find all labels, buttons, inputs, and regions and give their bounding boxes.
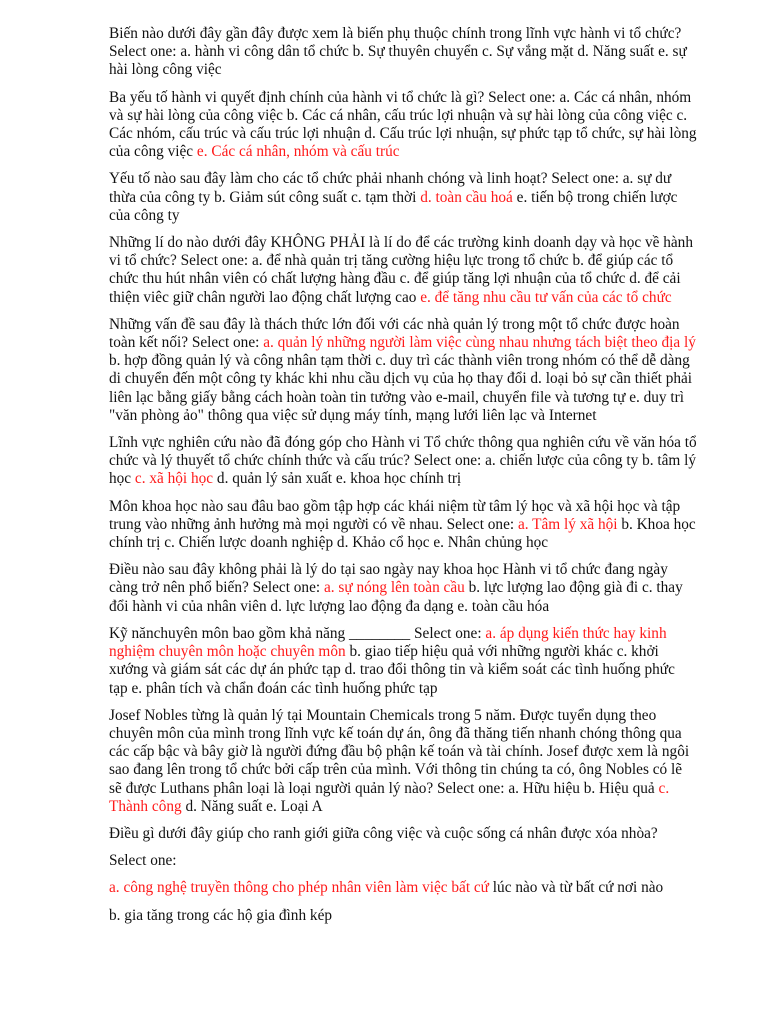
question-2 [109,89,697,162]
highlighted-answer: c. xã hội học [134,470,214,488]
question-text-after: d. Năng suất e. Loại A [181,797,323,815]
question-text: Điều nào sau đây không phải là lý do tại sao ngày nay khoa học Hành vi tổ chức đang ngày càng trở nên phổ biến? Select one: [109,561,668,597]
highlighted-answer: e. để tăng nhu cầu tư vấn của các tổ chức [420,288,672,306]
question-11 [109,825,697,843]
question-text: Môn khoa học nào sau đâu bao gồm tập hợp các khái niệm từ tâm lý học và xã hội học và tập trung vào những ảnh hưởng mà mọi người có về nhau. Select one: [109,497,681,533]
question-text: Điều gì dưới đây giúp cho ranh giới giữa công việc và cuộc sống cá nhân được xóa nhòa? [109,824,658,842]
question-text: Những vấn đề sau đây là thách thức lớn đối với các nhà quản lý trong một tổ chức được hoàn toàn kết nối? Select one: [109,315,680,352]
highlighted-answer: e. Các cá nhân, nhóm và cấu trúc [196,143,400,161]
question-text-after: b. Khoa học chính trị c. Chiến lược doanh nghiệp d. Khảo cổ học e. Nhân chủng học [109,515,696,552]
option-a [109,879,697,897]
highlighted-answer: a. Tâm lý xã hội [517,515,618,533]
question-4 [109,234,697,307]
highlighted-answer: c. Thành công [109,779,670,815]
highlighted-answer: a. áp dụng kiến thức hay kinh nghiệm chuyên môn hoặc chuyên môn [109,624,667,661]
question-9 [109,625,697,698]
highlighted-answer: a. công nghệ truyền thông cho phép nhân viên làm việc bất cứ [109,879,489,897]
select-one-label [109,852,697,870]
question-text-after: b. hợp đồng quản lý và công nhân tạm thời c. duy trì các thành viên trong nhóm có thể dễ dàng di chuyển đến một công ty khác khi nhu cầu dịch vụ của họ thay đổi d. loại bỏ sự cần thiết phải liên lạc bằng giấy bằng cách hoàn toàn tin tưởng vào e-mail, chuyển file và tương tự e. duy trì "văn phòng ảo" thông qua việc sử dụng máy tính, mạng lưới liên lạc và Internet [109,352,693,424]
question-text-after: lúc nào và từ bất cứ nơi nào [488,879,664,897]
highlighted-answer: a. sự nóng lên toàn cầu [323,579,465,597]
question-text-after: e. tiến bộ trong chiến lược của công ty [109,188,678,224]
question-7 [109,498,697,553]
question-text: Josef Nobles từng là quản lý tại Mountain Chemicals trong 5 năm. Được tuyển dụng theo chuyên môn của mình trong lĩnh vực kế toán dự án, ông đã thăng tiến nhanh chóng thông qua các cấp bậc và bây giờ là người đứng đầu bộ phận kế toán và tài chính. Josef được xem là ngôi sao đang lên trong tổ chức bởi cấp trên của mình. Với thông tin chúng ta có, ông Nobles có lẽ sẽ được Luthans phân loại là loại người quản lý nào? Select one: a. Hữu hiệu b. Hiệu quả [109,706,690,797]
question-text-after: b. lực lượng lao động già đi c. thay đổi hành vi của nhân viên d. lực lượng lao động đa dạng e. toàn cầu hóa [109,579,683,615]
question-8 [109,561,697,616]
highlighted-answer: a. quản lý những người làm việc cùng nhau nhưng tách biệt theo địa lý [263,334,696,352]
highlighted-answer: d. toàn cầu hoá [420,188,513,206]
question-text: Lĩnh vực nghiên cứu nào đã đóng góp cho Hành vi Tổ chức thông qua nghiên cứu về văn hóa tổ chức và lý thuyết tổ chức chính thức và cấu trúc? Select one: a. chiến lược của công ty b. tâm lý học [109,434,697,488]
question-text-after: b. giao tiếp hiệu quả với những người khác c. khởi xướng và giám sát các dự án phức tạp d. trao đổi thông tin và kiểm soát các tình huống phức tạp e. phân tích và chẩn đoán các tình huống phức tạp [109,643,675,697]
question-1 [109,25,697,80]
option-b [109,907,697,925]
question-text: Yếu tố nào sau đây làm cho các tổ chức phải nhanh chóng và linh hoạt? Select one: a. sự dư thừa của công ty b. Giảm sút công suất c. tạm thời [109,170,672,206]
question-text-after: d. quản lý sản xuất e. khoa học chính trị [213,470,462,488]
question-text: Select one: [109,852,177,870]
question-6 [109,434,697,489]
question-3 [109,170,697,225]
question-10 [109,707,697,816]
question-text: b. gia tăng trong các hộ gia đình kép [109,906,333,924]
question-5 [109,316,697,425]
question-text: Biến nào dưới đây gần đây được xem là biến phụ thuộc chính trong lĩnh vực hành vi tổ chức? Select one: a. hành vi công dân tổ chức b. Sự thuyên chuyển c. Sự vắng mặt d. Năng suất e. sự hài lòng công việc [109,25,687,79]
question-text: Những lí do nào dưới đây KHÔNG PHẢI là lí do để các trường kinh doanh dạy và học về hành vi tổ chức? Select one: a. để nhà quản trị tăng cường hiệu lực trong tổ chức b. để giúp các tổ chức thu hút nhân viên có chất lượng hàng đầu c. để giúp tăng lợi nhuận của tổ chức d. để cải thiện viêc giữ chân người lao động chất lượng cao [109,234,693,306]
question-text: Kỹ nănchuyên môn bao gồm khả năng ________ Select one: [109,624,486,642]
question-text: Ba yếu tố hành vi quyết định chính của hành vi tổ chức là gì? Select one: a. Các cá nhân, nhóm và sự hài lòng của công việc b. Các cá nhân, cấu trúc lợi nhuận và sự hài lòng của công việc c. Các nhóm, cấu trúc và cấu trúc lợi nhuận d. Cấu trúc lợi nhuận, sự phức tạp tổ chức, sự hài lòng của công việc [109,88,697,161]
